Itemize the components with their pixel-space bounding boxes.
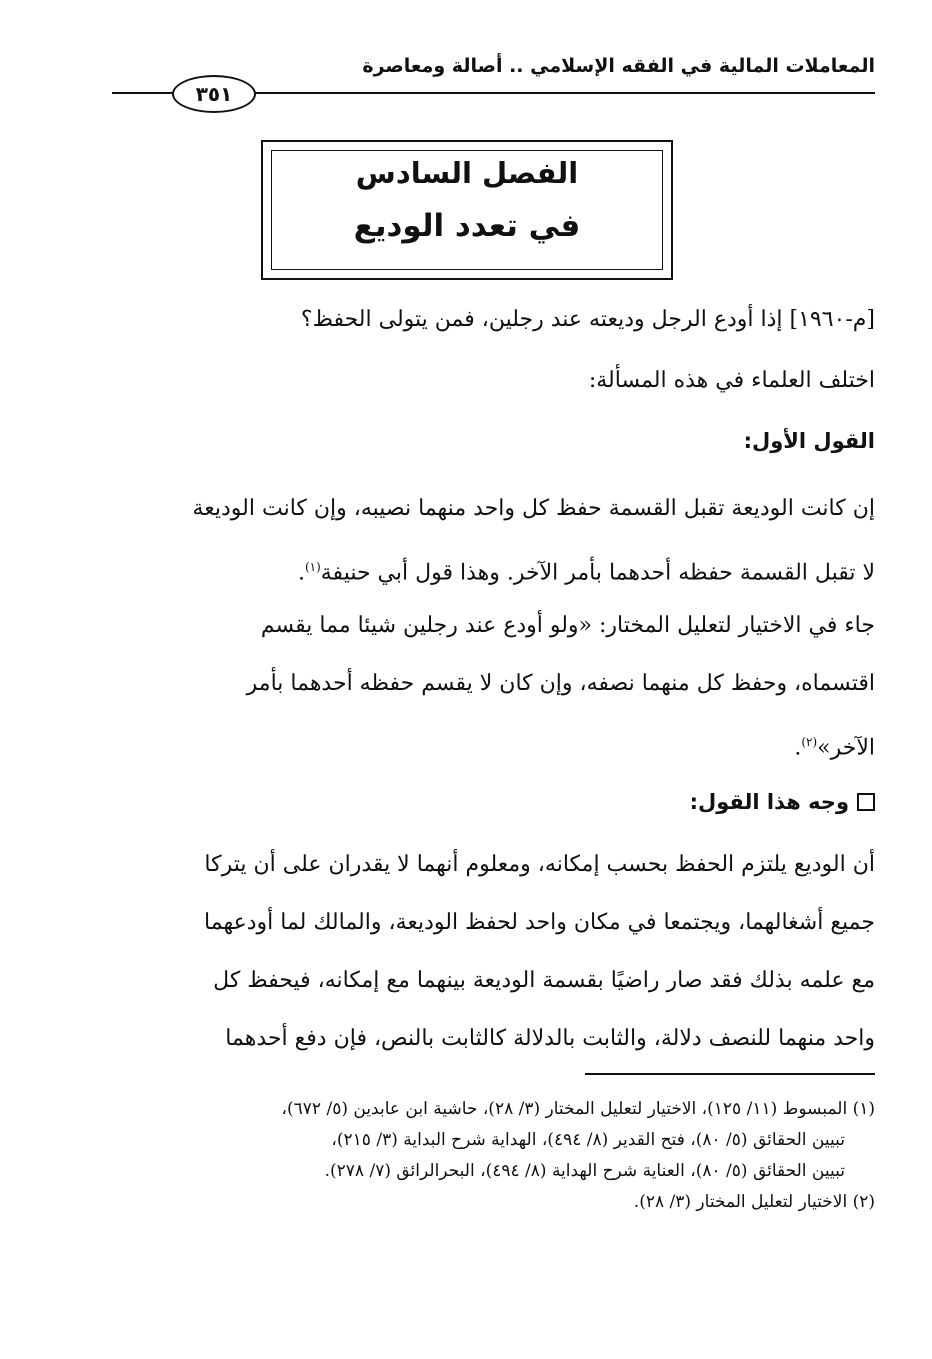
reason-line-3: مع علمه بذلك فقد صار راضيًا بقسمة الوديعة بينهما مع إمكانه، فيحفظ كل	[213, 968, 875, 993]
footnote-1-line-3: تبيين الحقائق (٥/ ٨٠)، العناية شرح الهداية (٨/ ٤٩٤)، البحرالرائق (٧/ ٢٧٨).	[324, 1161, 845, 1181]
footnote-1-line-1: (١) المبسوط (١١/ ١٢٥)، الاختيار لتعليل المختار (٣/ ٢٨)، حاشية ابن عابدين (٥/ ٦٧٢)،	[281, 1099, 875, 1119]
square-bullet-icon	[857, 793, 875, 811]
quote-line-3: الآخر»$^{(٢)}$.	[794, 735, 875, 761]
chapter-title: في تعدد الوديع	[353, 208, 581, 244]
first-opinion-line-2: لا تقبل القسمة حفظه أحدهما بأمر الآخر. وهذا قول أبي حنيفة$^{(١)}$.	[297, 560, 875, 586]
reason-line-1: أن الوديع يلتزم الحفظ بحسب إمكانه، ومعلوم أنهما لا يقدران على أن يتركا	[204, 852, 875, 877]
reason-heading: وجه هذا القول:	[689, 790, 849, 814]
reason-paragraph	[115, 836, 875, 1068]
first-opinion-line-2-text: لا تقبل القسمة حفظه أحدهما بأمر الآخر. وهذا قول أبي حنيفة	[320, 560, 875, 586]
footnotes	[115, 1094, 875, 1218]
footnote-separator	[585, 1073, 875, 1075]
question-paragraph	[115, 291, 875, 349]
footnote-ref-1: (١)	[304, 560, 321, 574]
chapter-number: الفصل السادس	[355, 156, 579, 190]
footnote-1-line-2: تبيين الحقائق (٥/ ٨٠)، فتح القدير (٨/ ٤٩٤)، الهداية شرح البداية (٣/ ٢١٥)،	[331, 1130, 845, 1150]
quote-line-3-text: الآخر»	[817, 735, 875, 761]
quote-line-2: اقتسماه، وحفظ كل منهما نصفه، وإن كان لا يقسم حفظه أحدهما بأمر	[246, 671, 875, 696]
reason-heading-row	[690, 790, 875, 814]
footnote-2: (٢) الاختيار لتعليل المختار (٣/ ٢٨).	[633, 1192, 875, 1212]
first-opinion-line-1: إن كانت الوديعة تقبل القسمة حفظ كل واحد منهما نصيبه، وإن كانت الوديعة	[192, 496, 875, 521]
quote-paragraph	[115, 597, 875, 771]
page-number-badge: ٣٥١	[172, 75, 256, 113]
reason-line-4: واحد منهما للنصف دلالة، والثابت بالدلالة كالثابت بالنص، فإن دفع أحدهما	[225, 1026, 875, 1051]
running-header-title: المعاملات المالية في الفقه الإسلامي .. أصالة ومعاصرة	[362, 55, 875, 77]
footnote-ref-2: (٢)	[801, 735, 818, 749]
quote-line-1: جاء في الاختيار لتعليل المختار: «ولو أودع عند رجلين شيئا مما يقسم	[260, 613, 875, 638]
question-line: [م-١٩٦٠] إذا أودع الرجل وديعته عند رجلين، فمن يتولى الحفظ؟	[300, 307, 875, 332]
intro-line: اختلف العلماء في هذه المسألة:	[588, 368, 875, 393]
chapter-title-frame	[261, 140, 673, 280]
intro-paragraph	[115, 352, 875, 410]
reason-line-2: جميع أشغالهما، ويجتمعا في مكان واحد لحفظ الوديعة، والمالك لما أودعهما	[204, 910, 875, 935]
first-opinion-paragraph	[115, 480, 875, 596]
first-opinion-heading: القول الأول:	[743, 429, 875, 453]
